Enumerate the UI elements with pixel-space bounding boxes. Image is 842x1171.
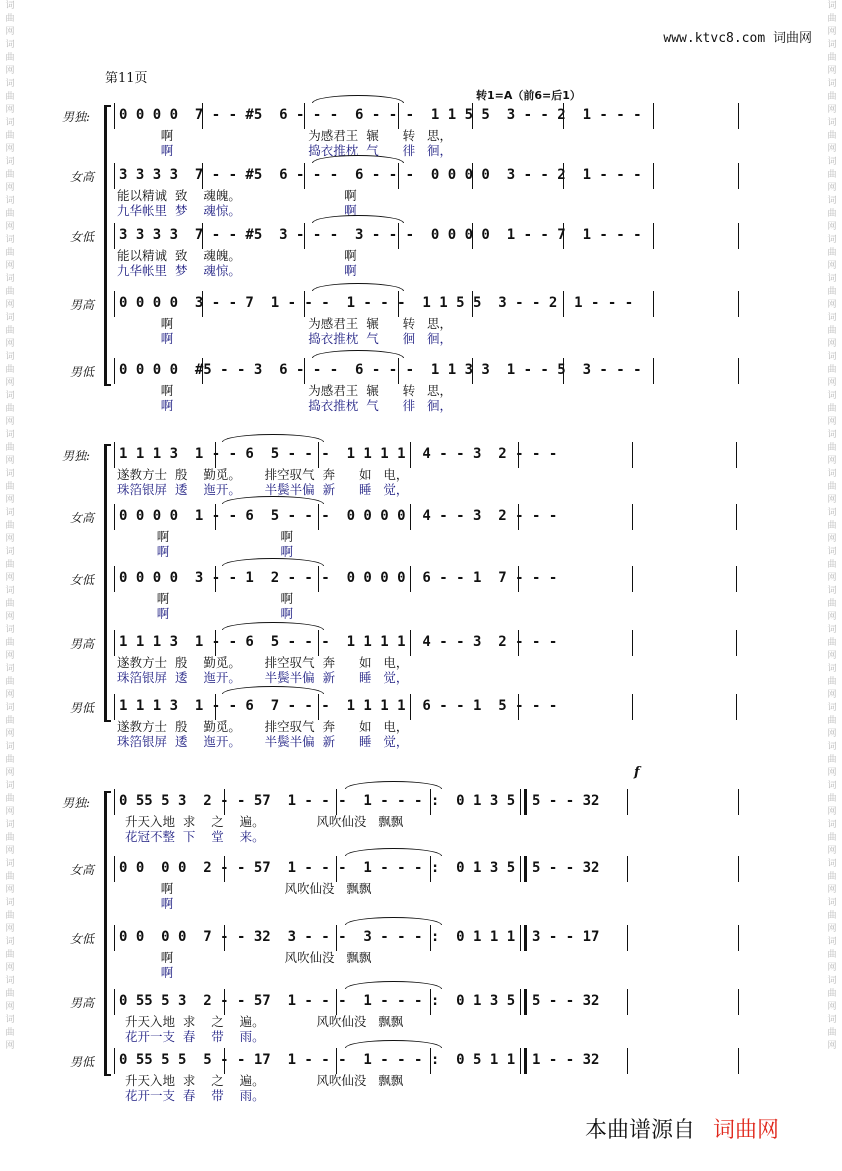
voice-label: 男低	[70, 1055, 95, 1069]
lyric-line-1: 能以精诚 致 魂魄。 啊	[117, 248, 357, 263]
note-line: 1 1 1 3 1 - - 6 5 - - - 1 1 1 1 4 - - 3 2 - - -	[119, 634, 558, 650]
system-brace	[104, 444, 107, 722]
voice-label: 男独:	[62, 449, 91, 463]
barline	[114, 630, 115, 656]
barline	[632, 694, 633, 720]
lyric-line-2: 啊	[117, 965, 174, 980]
lyric-line-1: 遂教方士 殷 勤觅。 排空驭气 奔 如 电，	[117, 719, 409, 734]
barline	[736, 504, 737, 530]
lyric-line-2: 珠箔银屏 逶 迤开。 半鬓半偏 新 睡 觉，	[117, 482, 409, 497]
note-line: 0 55 5 3 2 - - 57 1 - - - 1 - - - : 0 1 3 5 5 - - 32	[119, 993, 600, 1009]
lyric-line-1: 啊 风吹仙没 飘飘	[117, 881, 372, 896]
barline	[736, 566, 737, 592]
barline	[653, 163, 654, 189]
barline	[653, 103, 654, 129]
lyric-line-1: 升天入地 求 之 遍。 风吹仙没 飘飘	[117, 814, 404, 829]
slur	[312, 350, 404, 358]
voice-label: 男独:	[62, 110, 91, 124]
barline	[738, 163, 739, 189]
barline	[114, 566, 115, 592]
barline	[738, 789, 739, 815]
lyric-line-2: 九华帐里 梦 魂惊。 啊	[117, 263, 357, 278]
barline	[632, 504, 633, 530]
site-name[interactable]: 词曲网	[772, 31, 812, 46]
barline	[114, 694, 115, 720]
voice-label: 女低	[70, 573, 95, 587]
barline	[632, 442, 633, 468]
lyric-line-1: 啊 啊	[117, 591, 293, 606]
barline	[114, 856, 115, 882]
barline	[738, 223, 739, 249]
slur	[345, 848, 442, 856]
barline	[738, 1048, 739, 1074]
lyric-line-1: 能以精诚 致 魂魄。 啊	[117, 188, 357, 203]
dynamic-marking: f	[634, 765, 640, 780]
slur	[312, 95, 404, 103]
lyric-line-2: 啊 捣衣推枕 气 徊 徊，	[117, 331, 453, 346]
lyric-line-1: 升天入地 求 之 遍。 风吹仙没 飘飘	[117, 1014, 404, 1029]
barline	[736, 630, 737, 656]
voice-label: 男高	[70, 996, 95, 1010]
right-watermark: 词曲网词曲网词曲网词曲网词曲网词曲网词曲网词曲网词曲网词曲网词曲网词曲网词曲网词曲网词曲网词曲网词曲网词曲网词曲网词曲网词曲网词曲网词曲网词曲网词曲网词曲网词曲网	[827, 1, 837, 1051]
left-watermark: 词曲网词曲网词曲网词曲网词曲网词曲网词曲网词曲网词曲网词曲网词曲网词曲网词曲网词曲网词曲网词曲网词曲网词曲网词曲网词曲网词曲网词曲网词曲网词曲网词曲网词曲网词曲网	[5, 1, 15, 1051]
barline	[653, 291, 654, 317]
page-number: 第11页	[105, 71, 148, 86]
note-line: 1 1 1 3 1 - - 6 7 - - - 1 1 1 1 6 - - 1 5 - - -	[119, 698, 558, 714]
voice-label: 男低	[70, 701, 95, 715]
slur	[312, 283, 404, 291]
barline	[114, 358, 115, 384]
barline	[632, 566, 633, 592]
lyric-line-1: 啊 为感君王 辗 转 思，	[117, 128, 453, 143]
barline	[114, 789, 115, 815]
barline	[738, 856, 739, 882]
barline	[738, 925, 739, 951]
barline	[738, 358, 739, 384]
note-line: 0 0 0 0 2 - - 57 1 - - - 1 - - - : 0 1 3 5 5 - - 32	[119, 860, 600, 876]
lyric-line-2: 珠箔银屏 逶 迤开。 半鬓半偏 新 睡 觉，	[117, 734, 409, 749]
barline	[627, 925, 628, 951]
lyric-line-1: 啊 啊	[117, 529, 293, 544]
key-change: 转1=A（前6=后1）	[476, 89, 581, 102]
lyric-line-2: 珠箔银屏 逶 迤开。 半鬓半偏 新 睡 觉，	[117, 670, 409, 685]
barline	[738, 989, 739, 1015]
lyric-line-2: 啊 捣衣推枕 气 徘 徊，	[117, 143, 453, 158]
barline	[114, 223, 115, 249]
footer-source-text: 本曲谱源自	[585, 1118, 696, 1143]
barline	[114, 1048, 115, 1074]
note-line: 0 55 5 5 5 - - 17 1 - - - 1 - - - : 0 5 1 1 1 - - 32	[119, 1052, 600, 1068]
voice-label: 女低	[70, 932, 95, 946]
barline	[736, 442, 737, 468]
lyric-line-2: 啊 捣衣推枕 气 徘 徊，	[117, 398, 453, 413]
lyric-line-1: 遂教方士 殷 勤觅。 排空驭气 奔 如 电，	[117, 655, 409, 670]
slur	[222, 558, 324, 566]
note-line: 3 3 3 3 7 - - #5 6 - - - 6 - - - 0 0 0 0 3 - - 2 1 - - -	[119, 167, 642, 183]
lyric-line-2: 花冠不整 下 堂 来。	[117, 829, 265, 844]
barline	[114, 925, 115, 951]
lyric-line-2: 花开一支 春 带 雨。	[117, 1088, 265, 1103]
site-url[interactable]: www.ktvc8.com	[663, 31, 766, 46]
lyric-line-1: 遂教方士 殷 勤觅。 排空驭气 奔 如 电，	[117, 467, 409, 482]
slur	[222, 622, 324, 630]
barline	[738, 103, 739, 129]
barline	[627, 989, 628, 1015]
note-line: 1 1 1 3 1 - - 6 5 - - - 1 1 1 1 4 - - 3 2 - - -	[119, 446, 558, 462]
voice-label: 男低	[70, 365, 95, 379]
note-line: 0 0 0 0 3 - - 1 2 - - - 0 0 0 0 6 - - 1 7 - - -	[119, 570, 558, 586]
footer-source	[585, 1113, 779, 1144]
barline	[736, 694, 737, 720]
lyric-line-2: 九华帐里 梦 魂惊。 啊	[117, 203, 357, 218]
barline	[114, 504, 115, 530]
system-brace	[104, 791, 107, 1076]
barline	[627, 1048, 628, 1074]
barline	[114, 163, 115, 189]
voice-label: 女高	[70, 511, 95, 525]
lyric-line-2: 花开一支 春 带 雨。	[117, 1029, 265, 1044]
system-brace	[104, 105, 107, 386]
barline	[738, 291, 739, 317]
note-line: 0 0 0 0 3 - - 7 1 - - - 1 - - - 1 1 5 5 3 - - 2 1 - - -	[119, 295, 634, 311]
slur	[222, 686, 324, 694]
barline	[653, 358, 654, 384]
footer-brand[interactable]: 词曲网	[713, 1118, 780, 1143]
voice-label: 男独:	[62, 796, 91, 810]
lyric-line-1: 升天入地 求 之 遍。 风吹仙没 飘飘	[117, 1073, 404, 1088]
slur	[222, 434, 324, 442]
slur	[345, 981, 442, 989]
slur	[345, 781, 442, 789]
site-header[interactable]	[663, 27, 812, 46]
voice-label: 女高	[70, 170, 95, 184]
note-line: 0 0 0 0 1 - - 6 5 - - - 0 0 0 0 4 - - 3 2 - - -	[119, 508, 558, 524]
voice-label: 男高	[70, 637, 95, 651]
barline	[114, 103, 115, 129]
barline	[627, 789, 628, 815]
barline	[114, 291, 115, 317]
note-line: 0 0 0 0 7 - - #5 6 - - - 6 - - - 1 1 5 5 3 - - 2 1 - - -	[119, 107, 642, 123]
note-line: 0 0 0 0 #5 - - 3 6 - - - 6 - - - 1 1 3 3 1 - - 5 3 - - -	[119, 362, 642, 378]
note-line: 3 3 3 3 7 - - #5 3 - - - 3 - - - 0 0 0 0 1 - - 7 1 - - -	[119, 227, 642, 243]
barline	[114, 989, 115, 1015]
barline	[653, 223, 654, 249]
voice-label: 男高	[70, 298, 95, 312]
lyric-line-1: 啊 为感君王 辗 转 思，	[117, 383, 453, 398]
slur	[345, 1040, 442, 1048]
slur	[345, 917, 442, 925]
voice-label: 女低	[70, 230, 95, 244]
note-line: 0 0 0 0 7 - - 32 3 - - - 3 - - - : 0 1 1 1 3 - - 17	[119, 929, 600, 945]
barline	[114, 442, 115, 468]
lyric-line-1: 啊 风吹仙没 飘飘	[117, 950, 372, 965]
lyric-line-2: 啊	[117, 896, 174, 911]
lyric-line-2: 啊 啊	[117, 606, 293, 621]
note-line: 0 55 5 3 2 - - 57 1 - - - 1 - - - : 0 1 3 5 5 - - 32	[119, 793, 600, 809]
barline	[627, 856, 628, 882]
lyric-line-2: 啊 啊	[117, 544, 293, 559]
voice-label: 女高	[70, 863, 95, 877]
barline	[632, 630, 633, 656]
lyric-line-1: 啊 为感君王 辗 转 思，	[117, 316, 453, 331]
slur	[312, 215, 404, 223]
